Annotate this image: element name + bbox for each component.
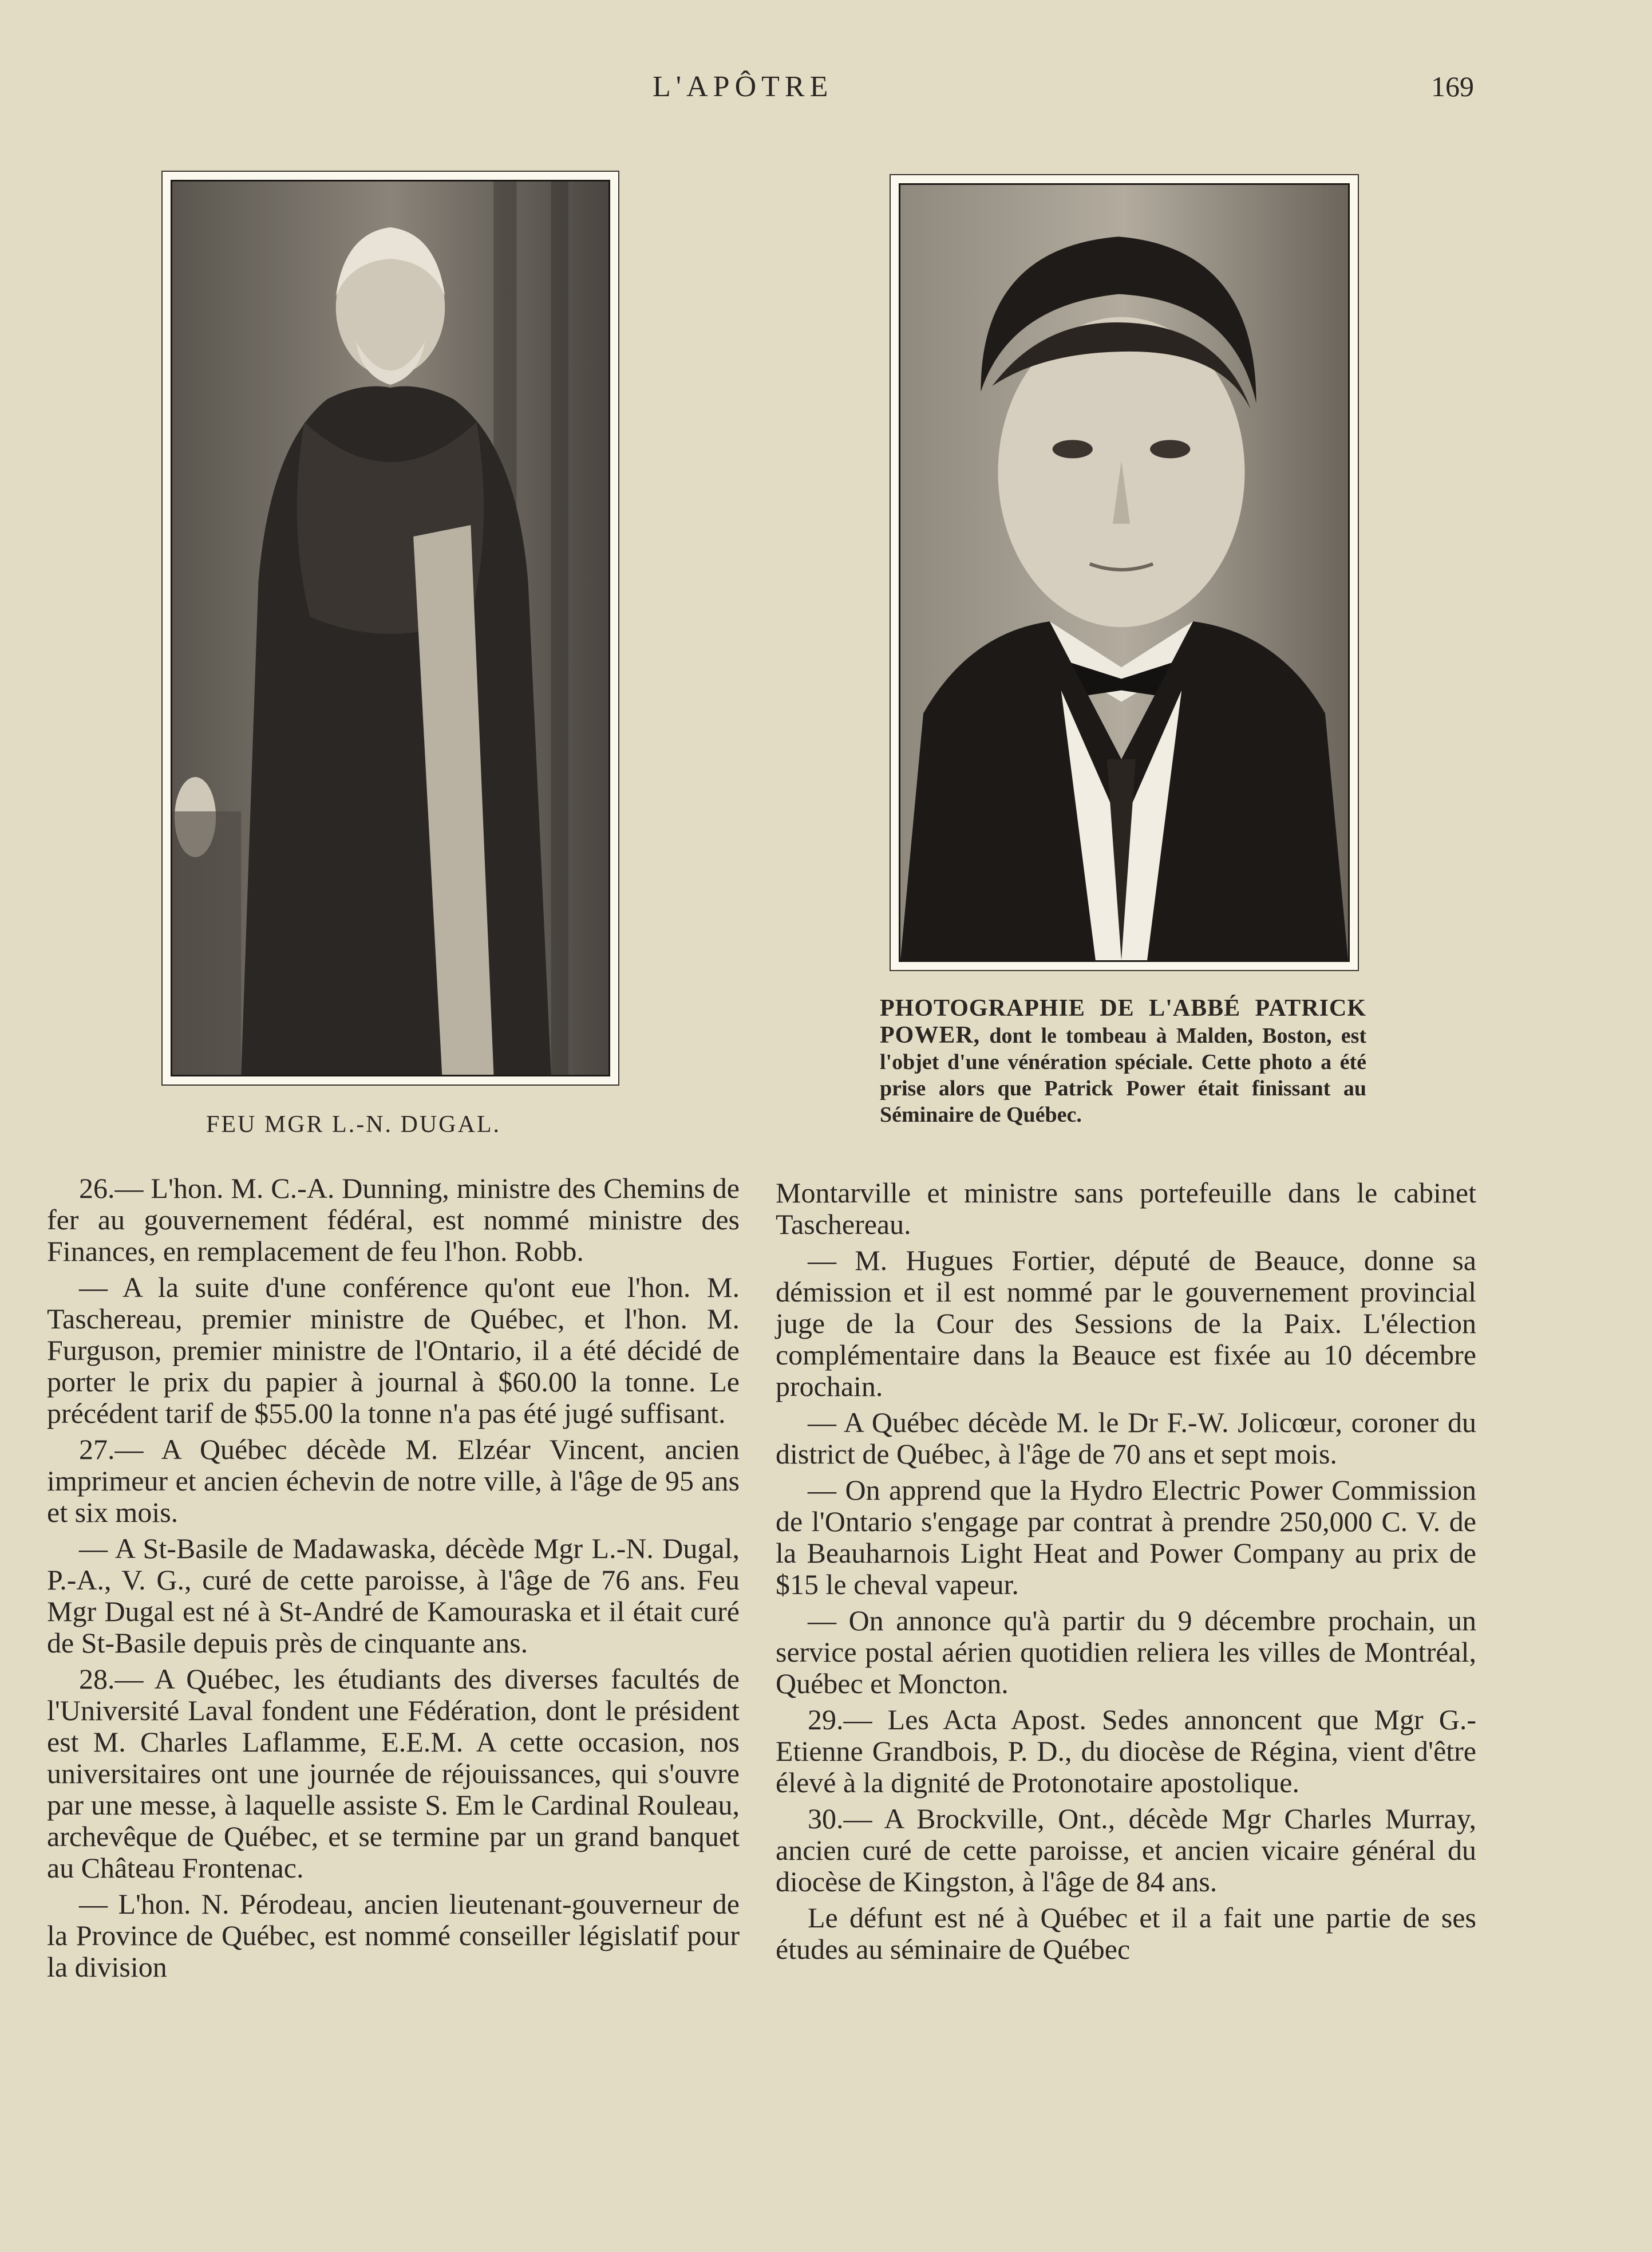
paragraph: — A Québec décède M. le Dr F.-W. Jolicœur, coroner du district de Québec, à l'âge de 70 ans et sept mois. [776,1406,1476,1470]
portrait-young-man-graphic [900,185,1348,960]
paragraph-continued: Montarville et ministre sans portefeuille dans le cabinet Taschereau. [776,1177,1476,1240]
photo-caption-power [880,995,1366,1128]
photo-caption-power-text: dont le tombeau à Malden, Boston, est l'objet d'une vénération spéciale. Cette photo a été prise alors que Patrick Power était finissant au Séminaire de Québec. [880,1024,1367,1127]
right-text-column [776,1177,1476,1970]
photo-caption-power-lead: PHOTOGRAPHIE DE L'ABBÉ PATRICK POWER, [880,995,1366,1048]
paragraph: — On apprend que la Hydro Electric Power Commission de l'Ontario s'engage par contrat à prendre 250,000 C. V. de la Beauharnois Light Heat and Power Company au prix de $15 le cheval vapeur. [776,1474,1476,1600]
photo-caption-dugal: FEU MGR L.-N. DUGAL. [206,1111,501,1138]
paragraph: — M. Hugues Fortier, député de Beauce, donne sa démission et il est nommé par le gouvernement provincial juge de la Cour des Sessions de la Paix. L'élection complémentaire dans la Beauce est fixée au 10 décembre prochain. [776,1244,1476,1402]
paragraph: 27.— A Québec décède M. Elzéar Vincent, ancien imprimeur et ancien échevin de notre ville, à l'âge de 95 ans et six mois. [47,1433,740,1528]
page-number: 169 [1431,70,1474,102]
paragraph: Le défunt est né à Québec et il a fait une partie de ses études au séminaire de Québec [776,1902,1476,1965]
page-header-title: L'APÔTRE [653,70,833,103]
paragraph: 28.— A Québec, les étudiants des diverses facultés de l'Université Laval fondent une Fédération, dont le président est M. Charles Laflamme, E.E.M. A cette occasion, nos universitaires ont une journée de réjouissances, qui s'ouvre par une messe, à laquelle assiste S. Em le Cardinal Rouleau, archevêque de Québec, et se termine par un grand banquet au Château Frontenac. [47,1663,740,1884]
paragraph: — On annonce qu'à partir du 9 décembre prochain, un service postal aérien quotidien reliera les villes de Montréal, Québec et Moncton. [776,1604,1476,1699]
photo-patrick-power-image [899,183,1350,962]
photo-mgr-dugal [161,171,619,1086]
photo-mgr-dugal-image [171,180,610,1076]
paragraph: 26.— L'hon. M. C.-A. Dunning, ministre des Chemins de fer au gouvernement fédéral, est nommé ministre des Finances, en remplacement de feu l'hon. Robb. [47,1172,740,1267]
paragraph: — A la suite d'une conférence qu'ont eue l'hon. M. Taschereau, premier ministre de Québec, et l'hon. M. Furguson, premier ministre de l'Ontario, il a été décidé de porter le prix du papier à journal à $60.00 la tonne. Le précédent tarif de $55.00 la tonne n'a pas été jugé suffisant. [47,1271,740,1429]
paragraph: — A St-Basile de Madawaska, décède Mgr L.-N. Dugal, P.-A., V. G., curé de cette paroisse, à l'âge de 76 ans. Feu Mgr Dugal est né à St-André de Kamouraska et il était curé de St-Basile depuis près de cinquante ans. [47,1532,740,1659]
left-text-column [47,1173,740,1987]
paragraph: — L'hon. N. Pérodeau, ancien lieutenant-gouverneur de la Province de Québec, est nommé conseiller législatif pour la division [47,1888,740,1983]
portrait-clergyman-graphic [172,182,608,1075]
paragraph: 30.— A Brockville, Ont., décède Mgr Charles Murray, ancien curé de cette paroisse, et ancien vicaire général du diocèse de Kingston, à l'âge de 84 ans. [776,1803,1476,1898]
paragraph: 29.— Les Acta Apost. Sedes annoncent que Mgr G.-Etienne Grandbois, P. D., du diocèse de Régina, vient d'être élevé à la dignité de Protonotaire apostolique. [776,1703,1476,1799]
photo-abbe-patrick-power [890,174,1359,971]
